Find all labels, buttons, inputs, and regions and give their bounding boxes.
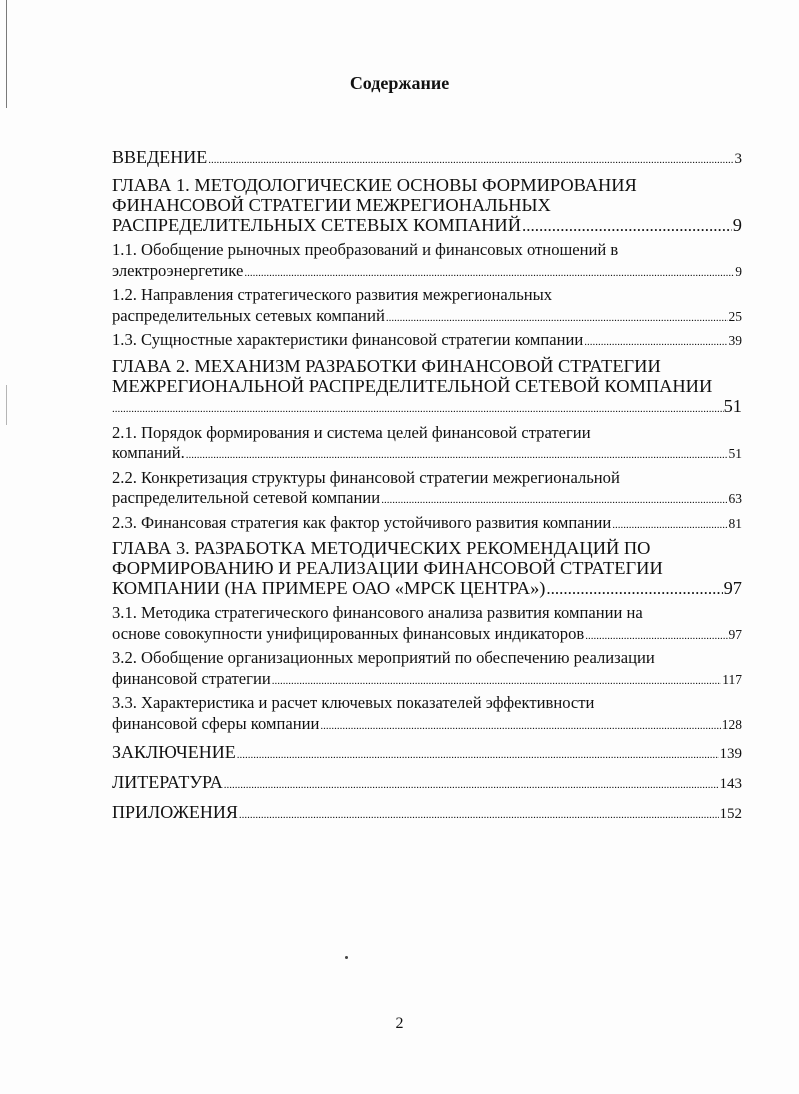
- toc-page-number: 97: [728, 626, 742, 642]
- dot-leader: [239, 805, 719, 826]
- toc-page-number: 25: [728, 308, 742, 324]
- dot-leader: [244, 263, 734, 284]
- toc-page-number: 143: [719, 776, 742, 792]
- dot-leader: [612, 515, 727, 536]
- toc-entry-title-line: ЗАКЛЮЧЕНИЕ: [112, 742, 236, 762]
- toc-entry[interactable]: [112, 513, 742, 536]
- toc-entry-title-line: 1.2. Направления стратегического развития межрегиональных: [112, 285, 553, 304]
- toc-entry-title-line: 2.1. Порядок формирования и система целей финансовой стратегии: [112, 422, 591, 442]
- toc-page-number: 81: [728, 515, 742, 531]
- toc-entry-title-line: финансовой сферы компании: [112, 713, 320, 733]
- toc-entry[interactable]: [112, 147, 742, 171]
- toc-page-number: 51: [723, 395, 742, 416]
- toc-entry[interactable]: [112, 538, 742, 599]
- toc-page-number: 3: [734, 151, 742, 167]
- toc-entry[interactable]: [112, 742, 742, 766]
- toc-entry-title-line: финансовой стратегии: [112, 668, 271, 688]
- scan-edge-line: [6, 385, 7, 425]
- dot-leader: [320, 716, 720, 737]
- toc-page-number: 39: [728, 333, 742, 348]
- dot-leader: [224, 775, 719, 796]
- toc-entry[interactable]: [112, 330, 742, 353]
- toc-entry[interactable]: [112, 802, 742, 826]
- toc-page-number: 97: [723, 578, 742, 598]
- dot-leader: [386, 308, 728, 329]
- toc-entry-title-line: 1.3. Сущностные характеристики финансовой стратегии компании: [112, 330, 584, 349]
- toc-entry-title-line: 1.1. Обобщение рыночных преобразований и финансовых отношений в: [112, 240, 619, 259]
- toc-entry[interactable]: [112, 356, 742, 419]
- toc-entry-title-line: ФИНАНСОВОЙ СТРАТЕГИИ МЕЖРЕГИОНАЛЬНЫХ: [112, 195, 551, 215]
- toc-page-number: 139: [719, 746, 742, 762]
- dot-leader: [272, 671, 722, 692]
- toc-entry-title-line: КОМПАНИИ (НА ПРИМЕРЕ ОАО «МРСК ЦЕНТРА»): [112, 578, 546, 598]
- dot-leader: [186, 445, 728, 466]
- toc-entry-title-line: ГЛАВА 2. МЕХАНИЗМ РАЗРАБОТКИ ФИНАНСОВОЙ СТРАТЕГИИ: [112, 355, 661, 376]
- dot-leader: [522, 216, 732, 236]
- page-number: 2: [395, 1015, 404, 1032]
- toc-page-number: 63: [728, 491, 742, 506]
- toc-entry-title-line: 2.3. Финансовая стратегия как фактор устойчивого развития компании: [112, 512, 612, 532]
- toc-entry-title-line: 3.1. Методика стратегического финансового анализа развития компании на: [112, 603, 643, 622]
- toc-page-number: 51: [728, 446, 742, 461]
- toc-entry[interactable]: [112, 693, 742, 736]
- toc-page-number: 117: [722, 671, 742, 687]
- dot-leader: [381, 490, 727, 511]
- toc-entry-title-line: 3.2. Обобщение организационных мероприятий по обеспечению реализации: [112, 648, 655, 667]
- toc-entry[interactable]: [112, 468, 742, 511]
- dot-leader: [112, 399, 724, 419]
- scan-speck: [345, 956, 348, 959]
- toc-entry-title-line: РАСПРЕДЕЛИТЕЛЬНЫХ СЕТЕВЫХ КОМПАНИЙ: [112, 215, 521, 235]
- toc-entry[interactable]: [112, 772, 742, 796]
- dot-leader: [585, 626, 727, 647]
- toc-page-number: 9: [732, 215, 742, 235]
- dot-leader: [208, 150, 733, 171]
- dot-leader: [237, 745, 719, 766]
- toc-entry-title-line: ВВЕДЕНИЕ: [112, 147, 208, 167]
- dot-leader: [546, 579, 722, 599]
- toc-entry-title-line: ПРИЛОЖЕНИЯ: [112, 802, 238, 822]
- toc-entry-title-line: ФОРМИРОВАНИЮ И РЕАЛИЗАЦИИ ФИНАНСОВОЙ СТРАТЕГИИ: [112, 558, 663, 578]
- toc-entry[interactable]: [112, 603, 742, 646]
- toc-entry-title-line: ЛИТЕРАТУРА: [112, 772, 223, 792]
- toc-entry[interactable]: [112, 240, 742, 283]
- table-of-contents: [112, 141, 742, 830]
- toc-entry[interactable]: [112, 175, 742, 236]
- toc-entry[interactable]: [112, 648, 742, 691]
- toc-entry-title-line: электроэнергетике: [112, 260, 244, 280]
- toc-page-number: 9: [735, 263, 742, 279]
- toc-entry-title-line: компаний.: [112, 443, 185, 462]
- toc-entry-title-line: МЕЖРЕГИОНАЛЬНОЙ РАСПРЕДЕЛИТЕЛЬНОЙ СЕТЕВОЙ КОМПАНИИ: [112, 375, 713, 396]
- toc-entry-title-line: основе совокупности унифицированных финансовых индикаторов: [112, 623, 585, 643]
- toc-page-number: 128: [721, 716, 742, 732]
- toc-entry-title-line: ГЛАВА 1. МЕТОДОЛОГИЧЕСКИЕ ОСНОВЫ ФОРМИРОВАНИЯ: [112, 175, 637, 195]
- page-title: Содержание: [349, 73, 450, 93]
- toc-entry-title-line: 2.2. Конкретизация структуры финансовой стратегии межрегиональной: [112, 467, 620, 487]
- dot-leader: [584, 332, 727, 353]
- toc-entry-title-line: 3.3. Характеристика и расчет ключевых показателей эффективности: [112, 693, 595, 712]
- toc-page-number: 152: [719, 806, 742, 822]
- toc-entry-title-line: распределительной сетевой компании: [112, 488, 381, 507]
- toc-entry[interactable]: [112, 285, 742, 328]
- toc-entry[interactable]: [112, 423, 742, 466]
- toc-entry-title-line: ГЛАВА 3. РАЗРАБОТКА МЕТОДИЧЕСКИХ РЕКОМЕНДАЦИЙ ПО: [112, 538, 651, 558]
- toc-entry-title-line: распределительных сетевых компаний: [112, 305, 385, 325]
